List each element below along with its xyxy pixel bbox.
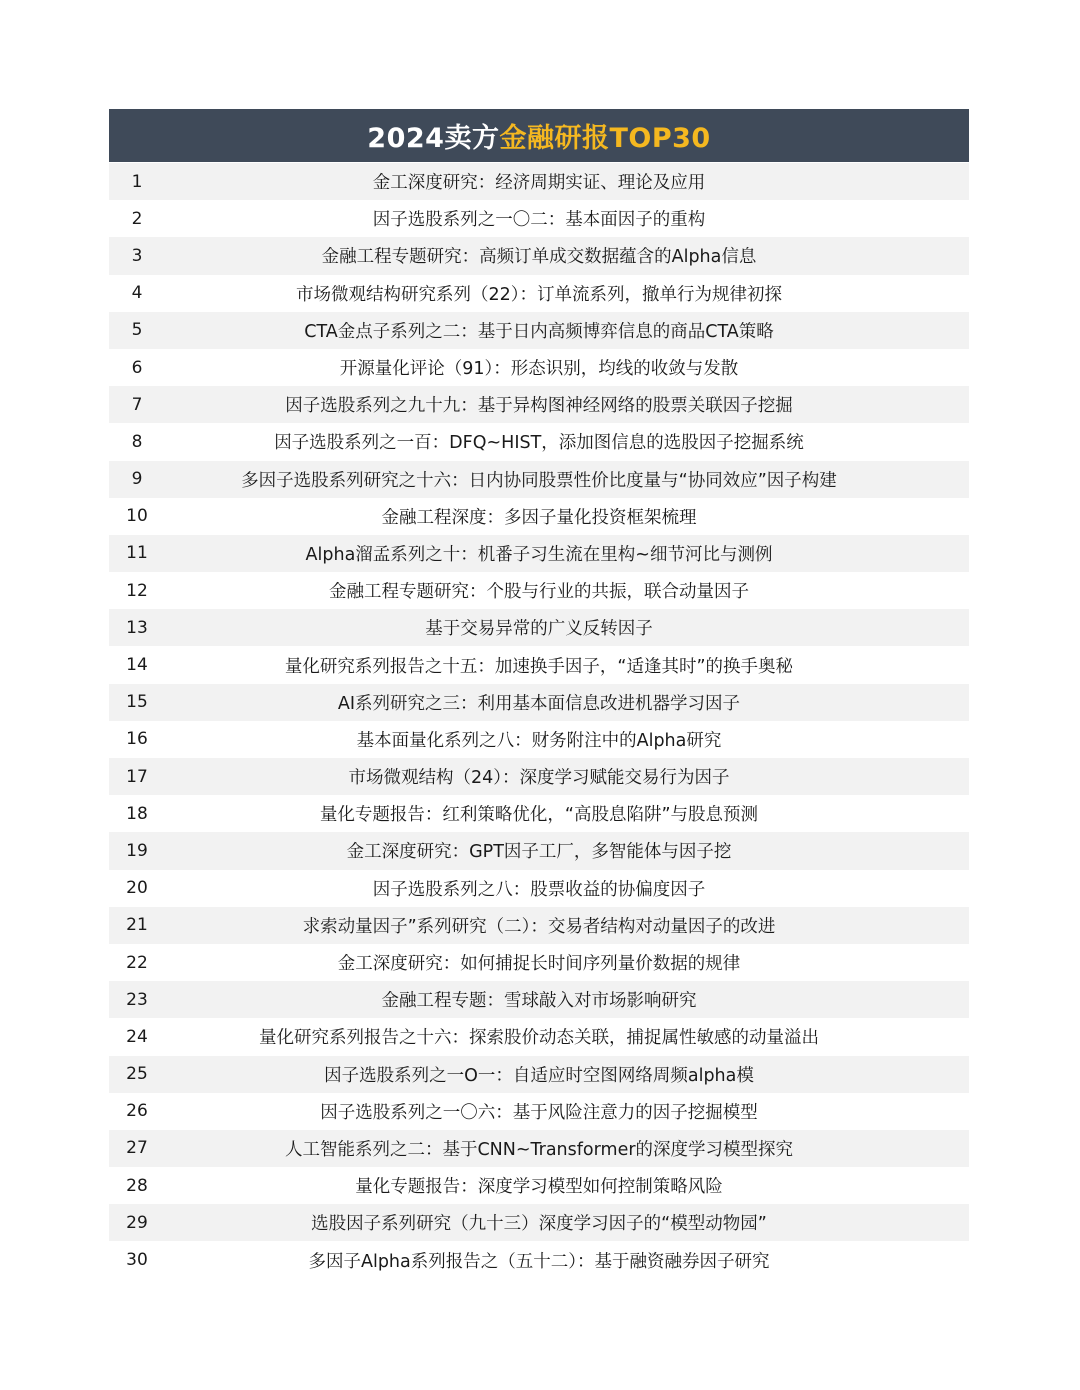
- report-title: 量化研究系列报告之十五：加速换手因子，“适逢其时”的换手奥秘: [284, 656, 794, 677]
- list-item: [109, 609, 969, 646]
- report-title: 多因子Alpha系列报告之（五十二）：基于融资融券因子研究: [308, 1251, 770, 1272]
- report-title: 因子选股系列之八：股票收益的协偏度因子: [372, 879, 706, 900]
- report-title: 量化专题报告：深度学习模型如何控制策略风险: [355, 1177, 723, 1198]
- rank-number: 14: [126, 655, 148, 676]
- list-item: [109, 684, 969, 721]
- list-item: [109, 944, 969, 981]
- list-item: [109, 758, 969, 795]
- list-item: [109, 907, 969, 944]
- list-item: [109, 349, 969, 386]
- report-title: 市场微观结构（24）：深度学习赋能交易行为因子: [348, 768, 730, 789]
- list-item: [109, 312, 969, 349]
- list-item: [109, 535, 969, 572]
- list-item: [109, 795, 969, 832]
- list-item: [109, 1204, 969, 1241]
- rank-number: 25: [126, 1064, 148, 1085]
- rank-number: 4: [131, 283, 143, 304]
- report-list: [109, 163, 969, 1279]
- list-item: [109, 237, 969, 274]
- list-item: [109, 572, 969, 609]
- rank-number: 28: [126, 1175, 148, 1196]
- list-item: [109, 1167, 969, 1204]
- report-title: 基于交易异常的广义反转因子: [425, 619, 653, 640]
- report-title: 金融工程深度：多因子量化投资框架梳理: [381, 507, 697, 528]
- rank-number: 12: [126, 580, 148, 601]
- rank-number: 17: [126, 766, 148, 787]
- rank-number: 9: [131, 469, 143, 490]
- rank-number: 21: [126, 915, 148, 936]
- report-table: [109, 109, 969, 1279]
- report-title: 因子选股系列之一〇二：基本面因子的重构: [372, 210, 706, 231]
- rank-number: 22: [126, 952, 148, 973]
- report-title: 因子选股系列之九十九：基于异构图神经网络的股票关联因子挖掘: [285, 396, 793, 417]
- list-item: [109, 1018, 969, 1055]
- report-title: 金融工程专题：雪球敲入对市场影响研究: [381, 991, 697, 1012]
- list-item: [109, 1056, 969, 1093]
- rank-number: 29: [126, 1212, 148, 1233]
- list-item: [109, 1241, 969, 1278]
- list-item: [109, 646, 969, 683]
- report-title: 金工深度研究：经济周期实证、理论及应用: [372, 173, 706, 194]
- rank-number: 20: [126, 878, 148, 899]
- rank-number: 5: [131, 320, 143, 341]
- report-title: 市场微观结构研究系列（22）：订单流系列，撤单行为规律初探: [295, 284, 783, 305]
- rank-number: 23: [126, 989, 148, 1010]
- rank-number: 30: [126, 1250, 148, 1271]
- list-item: [109, 275, 969, 312]
- report-title: 基本面量化系列之八：财务附注中的Alpha研究: [356, 730, 722, 751]
- rank-number: 6: [131, 357, 143, 378]
- rank-number: 19: [126, 840, 148, 861]
- rank-number: 24: [126, 1026, 148, 1047]
- report-title: 金融工程专题研究：高频订单成交数据蕴含的Alpha信息: [321, 247, 757, 268]
- list-item: [109, 423, 969, 460]
- list-item: [109, 981, 969, 1018]
- rank-number: 1: [131, 171, 143, 192]
- report-title: 人工智能系列之二：基于CNN~Transformer的深度学习模型探究: [284, 1139, 794, 1160]
- list-item: [109, 1130, 969, 1167]
- report-title: 因子选股系列之一O一：自适应时空图网络周频alpha模: [324, 1065, 754, 1086]
- report-title: 开源量化评论（91）：形态识别，均线的收敛与发散: [339, 359, 739, 380]
- report-title: CTA金点子系列之二：基于日内高频博弈信息的商品CTA策略: [304, 321, 774, 342]
- rank-number: 18: [126, 803, 148, 824]
- report-title: 量化专题报告：红利策略优化，“高股息陷阱”与股息预测: [319, 805, 759, 826]
- page-title-highlight: 金融研报TOP30: [499, 123, 711, 154]
- report-title: 金融工程专题研究：个股与行业的共振，联合动量因子: [329, 582, 749, 603]
- report-title: 量化研究系列报告之十六：探索股价动态关联，捕捉属性敏感的动量溢出: [259, 1028, 819, 1049]
- rank-number: 7: [131, 394, 143, 415]
- page-title-prefix: 2024卖方: [367, 123, 500, 154]
- rank-number: 3: [131, 245, 143, 266]
- report-title: Alpha溜孟系列之十：机番子习生流在里构~细节河比与测例: [305, 544, 773, 565]
- list-item: [109, 832, 969, 869]
- table-header: [109, 109, 969, 162]
- rank-number: 2: [131, 208, 143, 229]
- rank-number: 27: [126, 1138, 148, 1159]
- rank-number: 15: [126, 692, 148, 713]
- report-title: 选股因子系列研究（九十三）深度学习因子的“模型动物园”: [311, 1214, 767, 1235]
- report-title: 求索动量因子”系列研究（二）：交易者结构对动量因子的改进: [302, 916, 776, 937]
- rank-number: 16: [126, 729, 148, 750]
- report-title: 多因子选股系列研究之十六：日内协同股票性价比度量与“协同效应”因子构建: [241, 470, 837, 491]
- report-title: 金工深度研究：GPT因子工厂，多智能体与因子挖: [346, 842, 732, 863]
- rank-number: 8: [131, 431, 143, 452]
- list-item: [109, 1093, 969, 1130]
- list-item: [109, 386, 969, 423]
- list-item: [109, 200, 969, 237]
- list-item: [109, 461, 969, 498]
- report-title: 因子选股系列之一〇六：基于风险注意力的因子挖掘模型: [320, 1102, 758, 1123]
- report-title: 金工深度研究：如何捕捉长时间序列量价数据的规律: [337, 954, 741, 975]
- list-item: [109, 721, 969, 758]
- rank-number: 11: [126, 543, 148, 564]
- list-item: [109, 498, 969, 535]
- list-item: [109, 870, 969, 907]
- rank-number: 26: [126, 1101, 148, 1122]
- rank-number: 10: [126, 506, 148, 527]
- rank-number: 13: [126, 617, 148, 638]
- list-item: [109, 163, 969, 200]
- report-title: AI系列研究之三：利用基本面信息改进机器学习因子: [337, 693, 741, 714]
- report-title: 因子选股系列之一百：DFQ~HIST，添加图信息的选股因子挖掘系统: [274, 433, 804, 454]
